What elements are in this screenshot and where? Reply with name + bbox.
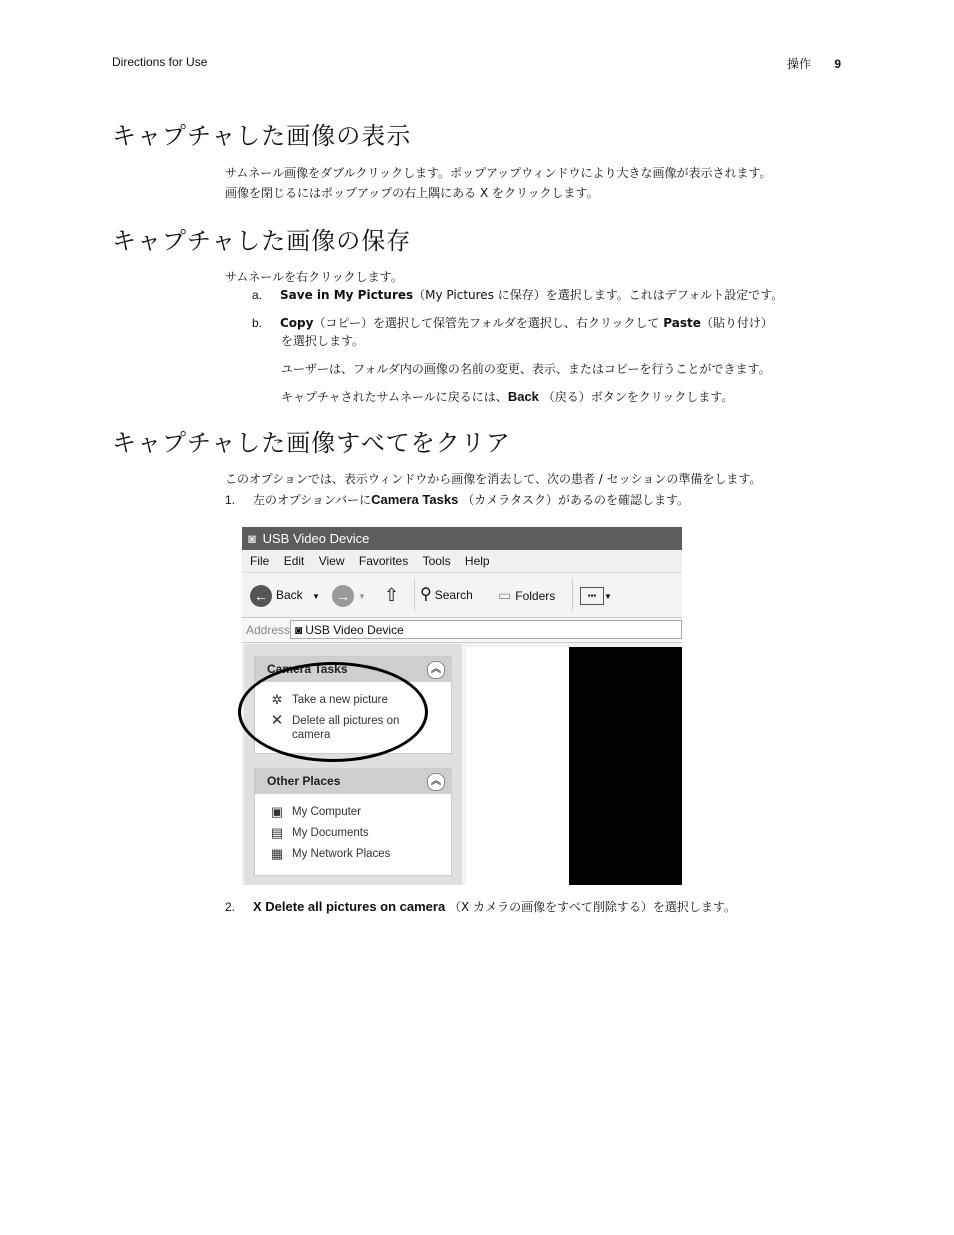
my-computer-label: My Computer [292,806,362,818]
back-arrow-icon: ← [250,585,272,607]
documents-icon: ▤ [270,825,284,840]
forward-button[interactable] [332,583,366,607]
network-icon: ▦ [270,846,284,861]
bold-term: Save in My Pictures [280,288,414,302]
delete-all-label-cont: camera [292,729,331,741]
step-1 [225,491,689,509]
toolbar [242,573,682,618]
note-text: キャプチャされたサムネールに戻るには、 [281,390,508,404]
address-value: USB Video Device [305,623,404,637]
menu-help[interactable]: Help [464,554,490,568]
my-documents-link[interactable] [255,826,451,840]
camera-icon: ✲ [271,692,283,707]
address-bar [242,618,682,643]
up-folder-icon: ⇧ [384,585,400,605]
list-letter: b. [252,316,263,330]
computer-icon: ▣ [270,804,284,819]
search-icon: ⚲ [420,586,432,603]
other-places-header[interactable] [255,769,451,794]
step-number: 1. [225,493,236,507]
list-item-a [252,286,783,304]
camera-icon: ◙ [295,623,303,637]
take-new-picture-label: Take a new picture [292,694,388,706]
list-item-b-continued: を選択します。 [281,334,365,348]
heading-view-images: キャプチャした画像の表示 [112,122,412,150]
bold-term: X Delete all pictures on camera [253,899,446,914]
paragraph-line: 画像を閉じるにはポップアップの右上隅にある X をクリックします。 [225,186,599,200]
address-label: Address [246,623,291,637]
up-folder-button[interactable] [384,583,399,607]
running-header-right [787,55,841,72]
back-button[interactable] [250,583,320,607]
camera-icon: ◙ [248,531,256,546]
dropdown-icon: ▼ [312,592,320,601]
page-number: 9 [834,57,841,71]
bold-term: Back [507,389,539,404]
running-header-left: Directions for Use [112,55,208,69]
camera-preview [569,647,682,885]
camera-tasks-title: Camera Tasks [267,662,348,676]
other-places-panel [254,768,452,876]
list-letter: a. [252,288,263,302]
other-places-title: Other Places [267,774,341,788]
heading-save-images: キャプチャした画像の保存 [112,227,412,255]
dropdown-icon: ▼ [604,592,612,601]
views-icon: ▪▪▪ [580,587,604,605]
highlight-ellipse [238,662,428,762]
paragraph-intro: このオプションでは、表示ウィンドウから画像を消去して、次の患者 / セッションの準備をします。 [225,472,762,486]
window-title: USB Video Device [262,531,370,546]
folders-icon: ▭ [498,587,512,603]
window-titlebar [242,527,682,550]
my-documents-label: My Documents [292,827,369,839]
bold-term: Paste [663,316,701,330]
content-area [466,647,682,885]
dropdown-icon: ▼ [358,592,366,601]
forward-arrow-icon: → [332,585,354,607]
list-text: （My Pictures に保存）を選択します。これはデフォルト設定です。 [413,288,784,302]
step-text: （X カメラの画像をすべて削除する）を選択します。 [449,900,736,914]
delete-all-label: Delete all pictures on [292,715,400,727]
paragraph-intro: サムネールを右クリックします。 [225,270,403,284]
menu-tools[interactable]: Tools [422,554,451,568]
list-text: （貼り付け） [700,316,773,330]
my-network-places-label: My Network Places [292,848,391,860]
search-button[interactable] [420,583,473,607]
my-network-places-link[interactable] [255,847,451,861]
back-label: Back [276,588,303,602]
views-button[interactable] [580,583,612,607]
folders-label: Folders [515,589,556,603]
step-2 [225,898,736,916]
step-number: 2. [225,900,236,914]
note-paragraph [281,388,733,406]
search-label: Search [434,588,473,602]
note-text: （戻る）ボタンをクリックします。 [542,390,734,404]
menu-file[interactable]: File [250,554,270,568]
menu-edit[interactable]: Edit [283,554,305,568]
note-paragraph: ユーザーは、フォルダ内の画像の名前の変更、表示、またはコピーを行うことができます。 [281,362,771,376]
menu-view[interactable]: View [318,554,345,568]
my-computer-link[interactable] [255,805,451,819]
list-text: （コピー）を選択して保管先フォルダを選択し、右クリックして [313,316,660,330]
bold-term: Camera Tasks [371,492,459,507]
step-text: （カメラタスク）があるのを確認します。 [462,493,690,507]
delete-x-icon: ✕ [270,712,284,729]
toolbar-separator [572,579,573,611]
toolbar-separator [414,579,415,611]
header-section: 操作 [786,57,811,71]
menu-bar [242,550,682,573]
collapse-chevron-icon[interactable]: ︽ [427,661,445,679]
paragraph-line: サムネール画像をダブルクリックします。ポップアップウィンドウにより大きな画像が表示されます。 [225,166,772,180]
address-field[interactable] [290,620,682,639]
heading-clear-images: キャプチャした画像すべてをクリア [112,429,511,457]
menu-favorites[interactable]: Favorites [358,554,409,568]
folders-button[interactable] [498,583,555,607]
collapse-chevron-icon[interactable]: ︽ [427,773,445,791]
step-text: 左のオプションバーに [253,493,372,507]
list-item-b [252,314,773,332]
bold-term: Copy [280,316,314,330]
